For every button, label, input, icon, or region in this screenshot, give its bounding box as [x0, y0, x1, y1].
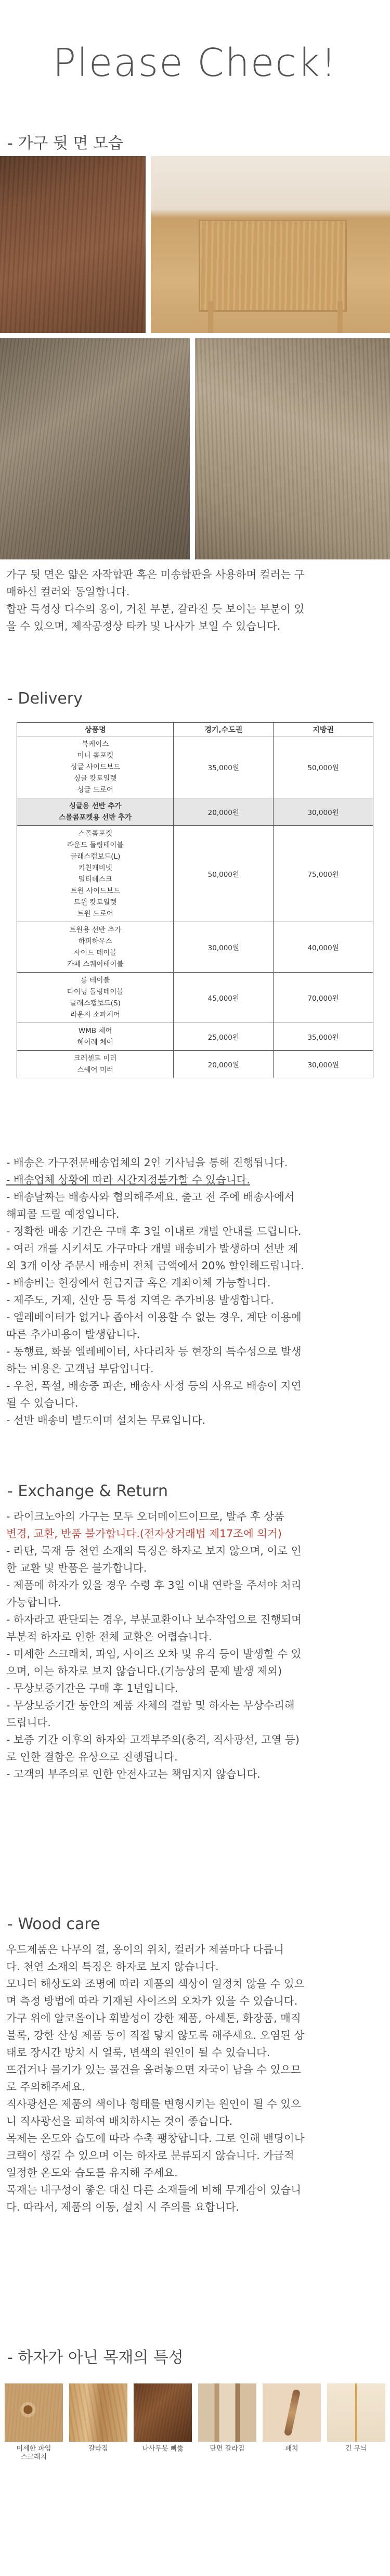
- trait-photo: [198, 2383, 256, 2442]
- delivery-note: - 배송비는 현장에서 현금지급 혹은 계좌이체 가능합니다.: [6, 1277, 271, 1289]
- product-list: 트윈용 선반 추가 하퍼하우스 사이드 테이블 카페 스퀘어테이블: [17, 922, 174, 973]
- exchange-note: 로 인한 결함은 유상으로 진행됩니다.: [6, 1751, 178, 1763]
- product-list: WMB 체어 헤어레 체어: [17, 1023, 174, 1051]
- trait-photo: [327, 2383, 385, 2442]
- delivery-note: - 배송은 가구전문배송업체의 2인 기사님을 통해 진행됩니다.: [6, 1156, 288, 1169]
- trait-caption: 갈라짐: [88, 2445, 108, 2453]
- delivery-note: 하는 비용은 고객님 부담입니다.: [6, 1362, 154, 1375]
- delivery-note: 따른 추가비용이 발생합니다.: [6, 1328, 140, 1341]
- exchange-note: - 무상보증기간 동안의 제품 자체의 결함 및 하자는 무상수리해: [6, 1699, 295, 1712]
- trait-caption: 긴 무늬: [345, 2445, 367, 2453]
- table-row: [17, 922, 373, 973]
- regional-fee: 50,000원: [274, 736, 373, 798]
- plywood-closeup-photo-2: [195, 338, 390, 559]
- trait-photo: [5, 2383, 63, 2442]
- regional-fee: 70,000원: [274, 973, 373, 1023]
- back-description: 가구 뒷 면은 얇은 자작합판 혹은 미송합판을 사용하며 컬러는 구 매하신 컬러와 동일합니다. 합판 특성상 다수의 옹이, 거친 부분, 갈라진 듯 보이는 부분이 있 을 수 있으며, 제작공정상 타카 및 나사가 보일 수 있습니다.: [6, 568, 305, 632]
- trait-item: [3, 2383, 64, 2467]
- product-list: 싱글용 선반 추가 스몰콤포켓용 선반 추가: [17, 798, 174, 826]
- section-heading-wood-care: - Wood care: [7, 1915, 100, 1933]
- metro-fee: 50,000원: [174, 826, 274, 922]
- table-header-row: [17, 723, 373, 736]
- delivery-notes: [6, 1154, 384, 1429]
- regional-fee: 75,000원: [274, 826, 373, 922]
- delivery-note: - 정확한 배송 기간은 구매 후 3일 이내로 개별 안내를 드립니다.: [6, 1225, 302, 1238]
- metro-fee: 20,000원: [174, 1051, 274, 1078]
- section-heading-exchange: - Exchange & Return: [7, 1482, 168, 1500]
- table-row: [17, 1051, 373, 1078]
- delivery-note: - 여러 개를 시키셔도 가구마다 개별 배송비가 발생하며 선반 제: [6, 1242, 298, 1255]
- table-row: [17, 973, 373, 1023]
- metro-fee: 45,000원: [174, 973, 274, 1023]
- trait-item: [326, 2383, 387, 2467]
- metro-fee: 25,000원: [174, 1023, 274, 1051]
- delivery-note: - 우천, 폭설, 배송중 파손, 배송사 사정 등의 사유로 배송이 지연: [6, 1380, 302, 1392]
- metro-fee: 20,000원: [174, 798, 274, 826]
- exchange-note: 가능합니다.: [6, 1596, 61, 1609]
- metro-fee: 30,000원: [174, 922, 274, 973]
- delivery-note: 해피콜 드릴 예정입니다.: [6, 1208, 120, 1220]
- col-header-regional: 지방권: [274, 723, 373, 736]
- exchange-note: - 라이크노아의 가구는 모두 오더메이드이므로, 발주 후 상품: [6, 1510, 284, 1523]
- exchange-note: - 무상보증기간은 구매 후 1년입니다.: [6, 1682, 178, 1694]
- table-row: [17, 798, 373, 826]
- delivery-note: 될 수 있습니다.: [6, 1397, 79, 1409]
- trait-item: [261, 2383, 322, 2467]
- trait-item: [68, 2383, 129, 2467]
- plywood-closeup-photo-1: [0, 338, 190, 559]
- exchange-note: 드립니다.: [6, 1716, 51, 1729]
- trait-photo: [134, 2383, 192, 2442]
- page-title: Please Check!: [53, 41, 337, 85]
- wood-care-text: 우드제품은 나무의 결, 옹이의 위치, 컬러가 제품마다 다릅니 다. 천연 소재의 특징은 하자로 보지 않습니다. 모니터 해상도와 조명에 따라 제품의 색상이 일정치 않을 수 있으 며 측정 방법에 따라 기재된 사이즈의 오차가 있을 수 있습니다. 가구 위에 알코올이나 휘발성이 강한 제품, 아세톤, 화장품, 매직 블록, 강한 산성 제품 등이 직접 닿지 않도록 해주세요. 오염된 상 태로 장시간 방치 시 얼룩, 변색의 원인이 될 수 있습니다. 뜨겁거나 물기가 있는 물건을 올려놓으면 자국이 남을 수 있으므 로 주의해주세요. 직사광선은 제품의 색이나 형태를 변형시키는 원인이 될 수 있으 니 직사광선을 피하여 배치하시는 것이 좋습니다. 목제는 온도와 습도에 따라 수축 팽창합니다. 그로 인해 밴딩이나 크랙이 생길 수 있으며 이는 하자로 분류되지 않습니다. 가급적 일정한 온도와 습도를 유지해 주세요. 목재는 내구성이 좋은 대신 다른 소재들에 비해 무게감이 있습니 다. 따라서, 제품의 이동, 설치 시 주의를 요합니다.: [6, 1943, 305, 2213]
- exchange-note: 으며, 이는 하자로 보지 않습니다.(기능상의 문제 발생 제외): [6, 1665, 282, 1677]
- product-list: 북케이스 미니 콤포켓 싱글 사이드보드 싱글 캇토일렛 싱글 드로어: [17, 736, 174, 798]
- exchange-note: - 하자라고 판단되는 경우, 부분교환이나 보수작업으로 진행되며: [6, 1613, 302, 1626]
- exchange-note: - 제품에 하자가 있을 경우 수령 후 3일 이내 연락을 주셔야 처리: [6, 1579, 302, 1591]
- col-header-metro: 경기,수도권: [174, 723, 274, 736]
- exchange-note: - 미세한 스크래치, 파임, 사이즈 오차 및 유격 등이 발생할 수 있: [6, 1648, 302, 1660]
- regional-fee: 40,000원: [274, 922, 373, 973]
- trait-caption: 미세한 파임 스크래치: [16, 2445, 51, 2461]
- exchange-note: 변경, 교환, 반품 불가합니다.(전자상거래법 제17조에 의거): [6, 1527, 282, 1540]
- delivery-note: - 배송업체 상황에 따라 시간지정불가할 수 있습니다.: [6, 1174, 250, 1186]
- trait-caption: 패치: [285, 2445, 298, 2453]
- delivery-note: - 제주도, 거제, 신안 등 특정 지역은 추가비용 발생합니다.: [6, 1294, 274, 1306]
- trait-item: [132, 2383, 193, 2467]
- trait-caption: 나사무못 삐뚫: [142, 2445, 184, 2453]
- trait-item: [197, 2383, 258, 2467]
- wood-traits-gallery: [0, 2383, 390, 2467]
- metro-fee: 35,000원: [174, 736, 274, 798]
- delivery-note: 외 3개 이상 주문시 배송비 전체 금액에서 20% 할인해드립니다.: [6, 1259, 304, 1272]
- section-heading-wood-traits: - 하자가 아닌 목재의 특성: [7, 2349, 184, 2367]
- exchange-notes: [6, 1508, 384, 1783]
- furniture-back-photo-1: [0, 156, 146, 333]
- delivery-fee-table: [17, 722, 373, 1078]
- product-list: 크레센트 미러 스퀘어 미러: [17, 1051, 174, 1078]
- regional-fee: 30,000원: [274, 798, 373, 826]
- exchange-note: - 고객의 부주의로 인한 안전사고는 책임지지 않습니다.: [6, 1768, 261, 1780]
- section-heading-delivery: - Delivery: [7, 690, 83, 708]
- regional-fee: 30,000원: [274, 1051, 373, 1078]
- exchange-note: - 보증 기간 이후의 하자와 고객부주의(충격, 직사광선, 고열 등): [6, 1733, 300, 1746]
- delivery-note: - 엘레베이터가 없거나 좁아서 이용할 수 없는 경우, 계단 이용에: [6, 1311, 302, 1323]
- furniture-back-photo-2: [151, 156, 390, 333]
- col-header-product: 상품명: [17, 723, 174, 736]
- delivery-note: - 동행료, 화물 엘레베이터, 사다리차 등 현장의 특수성으로 발생: [6, 1345, 302, 1358]
- delivery-note: - 선반 배송비 별도이며 설치는 무료입니다.: [6, 1414, 206, 1426]
- regional-fee: 35,000원: [274, 1023, 373, 1051]
- trait-photo: [263, 2383, 321, 2442]
- table-row: [17, 736, 373, 798]
- exchange-note: - 라탄, 목재 등 천연 소재의 특징은 하자로 보지 않으며, 이로 인: [6, 1545, 302, 1557]
- table-row: [17, 826, 373, 922]
- section-heading-back: - 가구 뒷 면 모습: [7, 134, 123, 152]
- trait-photo: [69, 2383, 127, 2442]
- exchange-note: 한 교환 및 반품은 불가합니다.: [6, 1562, 147, 1574]
- exchange-note: 부분적 하자로 인한 전체 교환은 어렵습니다.: [6, 1630, 212, 1643]
- delivery-note: - 배송날짜는 배송사와 협의해주세요. 출고 전 주에 배송사에서: [6, 1191, 295, 1203]
- trait-caption: 단면 갈라짐: [210, 2445, 245, 2453]
- table-row: [17, 1023, 373, 1051]
- product-list: 스몰콤포켓 라운드 돌링테이블 글래스캡보드(L) 키친캐비넷 멀티데스크 트윈 사이드보드 트윈 캇토일렛 트윈 드로어: [17, 826, 174, 922]
- product-list: 롱 테이블 다이닝 돌링테이블 글래스캡보드(S) 라운지 소파체어: [17, 973, 174, 1023]
